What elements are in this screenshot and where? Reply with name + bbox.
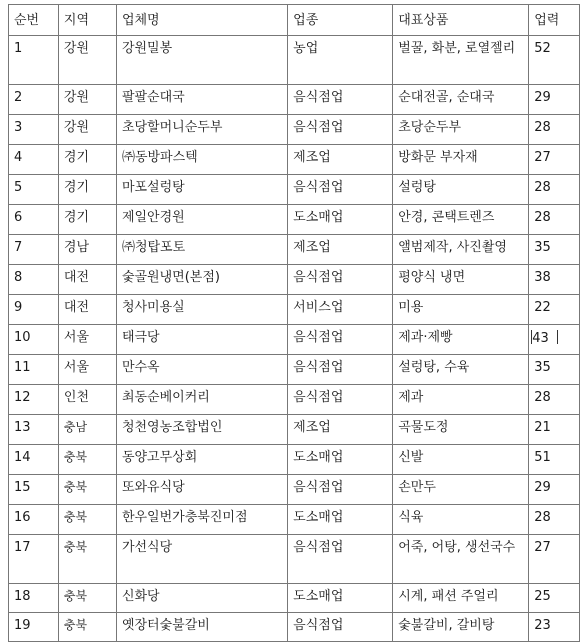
cell-years: 22 [529,295,580,325]
cell-no: 7 [9,235,59,265]
cell-years: 27 [529,145,580,175]
cell-region: 충북 [58,445,116,475]
cell-no: 9 [9,295,59,325]
cell-no: 19 [9,613,59,642]
cell-company: 청사미용실 [116,295,287,325]
cell-region: 경남 [58,235,116,265]
cell-industry: 도소매업 [288,505,393,535]
cell-region: 대전 [58,265,116,295]
cell-product: 신발 [393,445,529,475]
table-row [9,145,580,175]
cell-no: 3 [9,115,59,145]
cell-region: 충북 [58,613,116,642]
cell-years: 27 [529,535,580,584]
header-product: 대표상품 [393,5,529,36]
cell-region: 경기 [58,205,116,235]
cell-industry: 도소매업 [288,584,393,613]
cell-product: 설렁탕 [393,175,529,205]
cell-no: 11 [9,355,59,385]
cell-industry: 음식점업 [288,535,393,584]
cell-no: 12 [9,385,59,415]
cell-industry: 농업 [288,36,393,85]
table-row [9,205,580,235]
cell-no: 10 [9,325,59,355]
cell-no: 5 [9,175,59,205]
cursor-mark [557,330,558,344]
cell-product: 설렁탕, 수육 [393,355,529,385]
cell-no: 6 [9,205,59,235]
cell-industry: 제조업 [288,235,393,265]
cell-company: 한우일번가충북진미점 [116,505,287,535]
cell-years: 29 [529,85,580,115]
cell-region: 서울 [58,355,116,385]
table-row [9,613,580,642]
cell-region: 강원 [58,85,116,115]
cell-years: 28 [529,505,580,535]
cell-company: 제일안경원 [116,205,287,235]
cell-product: 초당순두부 [393,115,529,145]
header-years: 업력 [529,5,580,36]
cell-industry: 음식점업 [288,265,393,295]
table-row [9,475,580,505]
cell-product: 벌꿀, 화분, 로열젤리 [393,36,529,85]
header-company: 업체명 [116,5,287,36]
cell-no: 14 [9,445,59,475]
cell-product: 미용 [393,295,529,325]
cell-region: 충북 [58,475,116,505]
cell-product: 어죽, 어탕, 생선국수 [393,535,529,584]
cell-years: 23 [529,613,580,642]
cell-industry: 도소매업 [288,205,393,235]
cell-years: 51 [529,445,580,475]
table-row [9,584,580,613]
cell-company: 최동순베이커리 [116,385,287,415]
cell-years-value: 43 [532,331,549,346]
cell-region: 경기 [58,175,116,205]
cell-no: 17 [9,535,59,584]
table-row [9,265,580,295]
cell-product: 시계, 패션 주얼리 [393,584,529,613]
cell-product: 곡물도정 [393,415,529,445]
cell-region: 강원 [58,115,116,145]
cell-region: 서울 [58,325,116,355]
cell-region: 충남 [58,415,116,445]
cell-no: 2 [9,85,59,115]
cell-years: 29 [529,475,580,505]
cell-product: 앨범제작, 사진촬영 [393,235,529,265]
cell-industry: 음식점업 [288,175,393,205]
table-row [9,385,580,415]
header-region: 지역 [58,5,116,36]
cell-years: 28 [529,175,580,205]
table-row [9,295,580,325]
cell-region: 경기 [58,145,116,175]
cell-years: 28 [529,115,580,145]
cell-company: 초당할머니순두부 [116,115,287,145]
table-header-row [9,5,580,36]
cell-no: 8 [9,265,59,295]
cell-industry: 도소매업 [288,445,393,475]
cell-product: 숯불갈비, 갈비탕 [393,613,529,642]
cell-years: 38 [529,265,580,295]
cell-industry: 음식점업 [288,613,393,642]
table-row [9,445,580,475]
cell-years: 25 [529,584,580,613]
cell-product: 순대전골, 순대국 [393,85,529,115]
cell-no: 1 [9,36,59,85]
table-row [9,85,580,115]
cell-years: 21 [529,415,580,445]
cell-industry: 음식점업 [288,475,393,505]
cell-company: ㈜동방파스텍 [116,145,287,175]
business-table [8,4,580,642]
cell-industry: 서비스업 [288,295,393,325]
cell-region: 인천 [58,385,116,415]
cell-company: 숯골원냉면(본점) [116,265,287,295]
cell-years: 28 [529,205,580,235]
cell-years [529,325,580,355]
table-row [9,325,580,355]
cell-product: 제과·제빵 [393,325,529,355]
cell-industry: 제조업 [288,415,393,445]
cell-region: 충북 [58,535,116,584]
cell-industry: 음식점업 [288,385,393,415]
cell-company: 팔팔순대국 [116,85,287,115]
cell-company: 강원밀봉 [116,36,287,85]
cell-years: 28 [529,385,580,415]
cell-company: 옛장터숯불갈비 [116,613,287,642]
cell-company: 만수옥 [116,355,287,385]
cell-product: 방화문 부자재 [393,145,529,175]
cell-region: 강원 [58,36,116,85]
cell-product: 식육 [393,505,529,535]
cell-region: 충북 [58,505,116,535]
cell-years: 35 [529,355,580,385]
cell-industry: 음식점업 [288,85,393,115]
table-row [9,235,580,265]
table-row [9,535,580,584]
cell-company: 신화당 [116,584,287,613]
cell-product: 제과 [393,385,529,415]
cell-industry: 제조업 [288,145,393,175]
table-row [9,36,580,85]
cell-company: 태극당 [116,325,287,355]
table-row [9,505,580,535]
cell-product: 평양식 냉면 [393,265,529,295]
cell-product: 손만두 [393,475,529,505]
cell-company: 동양고무상회 [116,445,287,475]
header-industry: 업종 [288,5,393,36]
header-no: 순번 [9,5,59,36]
cell-industry: 음식점업 [288,355,393,385]
business-table-container [8,4,580,642]
cell-industry: 음식점업 [288,325,393,355]
table-row [9,115,580,145]
cell-no: 13 [9,415,59,445]
cell-region: 대전 [58,295,116,325]
cell-region: 충북 [58,584,116,613]
cell-no: 4 [9,145,59,175]
cell-no: 16 [9,505,59,535]
cell-product: 안경, 콘택트렌즈 [393,205,529,235]
cell-industry: 음식점업 [288,115,393,145]
cell-company: 가선식당 [116,535,287,584]
cell-years: 52 [529,36,580,85]
table-row [9,415,580,445]
cell-company: 마포설렁탕 [116,175,287,205]
table-row [9,355,580,385]
cell-no: 18 [9,584,59,613]
cell-years: 35 [529,235,580,265]
cell-company: 청천영농조합법인 [116,415,287,445]
cell-company: ㈜청탑포토 [116,235,287,265]
cell-no: 15 [9,475,59,505]
table-row [9,175,580,205]
cell-company: 또와유식당 [116,475,287,505]
